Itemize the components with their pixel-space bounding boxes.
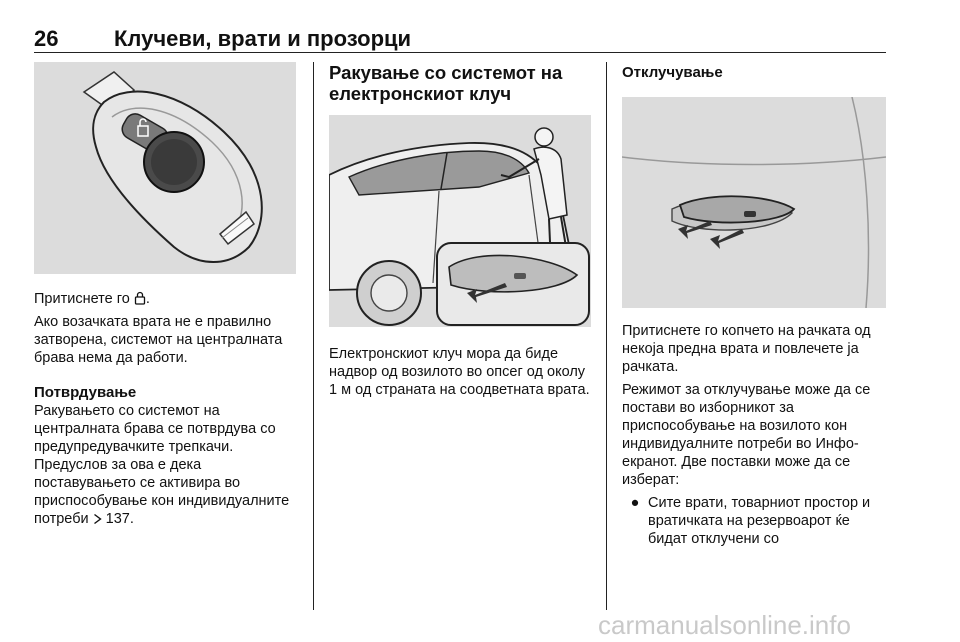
door-handle-illustration (622, 97, 886, 308)
page-title: Клучеви, врати и прозорци (114, 26, 412, 51)
page-reference-icon (93, 513, 102, 525)
key-fob-figure (34, 62, 296, 274)
car-door-figure (329, 115, 591, 327)
press-instruction: Притиснете го . (34, 291, 150, 307)
column-divider-1 (313, 62, 314, 610)
page-reference[interactable]: 137 (105, 511, 130, 527)
page-number: 26 (34, 26, 59, 51)
paragraph-key-range: Електронскиот клуч мора да биде надвор од возилото во опсег од околу 1 м од страната на соодветната врата. (329, 346, 590, 398)
door-handle-figure (622, 97, 886, 308)
column-left (34, 62, 296, 528)
paragraph-press-handle: Притиснете го копчето на рачката од некоја предна врата и повлечете ја рачката. (622, 323, 871, 375)
paragraph-driver-door: Ако возачката врата не е правилно затворена, системот на централната брава нема да работи. (34, 314, 283, 366)
car-and-person-illustration (329, 115, 591, 327)
column-middle (329, 62, 591, 414)
header-divider (34, 52, 886, 53)
paragraph-confirmation: Ракувањето со системот на централната брава се потврдува со предупредувачките трепкачи. Предуслов за ова е дека поставувањето се активира во приспособување кон индивидуалните потреби 137. (34, 403, 290, 527)
bullet-marker: ● (630, 495, 640, 511)
heading-electronic-key: Ракување со системот на електронскиот клуч (329, 62, 563, 104)
heading-unlocking: Отклучување (622, 64, 723, 81)
column-right (622, 62, 886, 548)
lock-icon (134, 291, 146, 305)
list-item (622, 494, 886, 548)
bullet-text: Сите врати, товарниот простор и вратичката на резервоарот ќе бидат отклучени со (648, 495, 871, 547)
key-fob-illustration (34, 62, 296, 274)
paragraph-unlock-mode: Режимот за отклучување може да се постави во изборникот за приспособување на возилото кон индивидуалните потреби во Инфо-екранот. Две поставки може да се изберат: (622, 382, 871, 488)
heading-confirmation: Потврдување (34, 384, 137, 401)
page-header (34, 26, 886, 54)
column-divider-2 (606, 62, 607, 610)
watermark: carmanualsonline.info (598, 610, 851, 640)
